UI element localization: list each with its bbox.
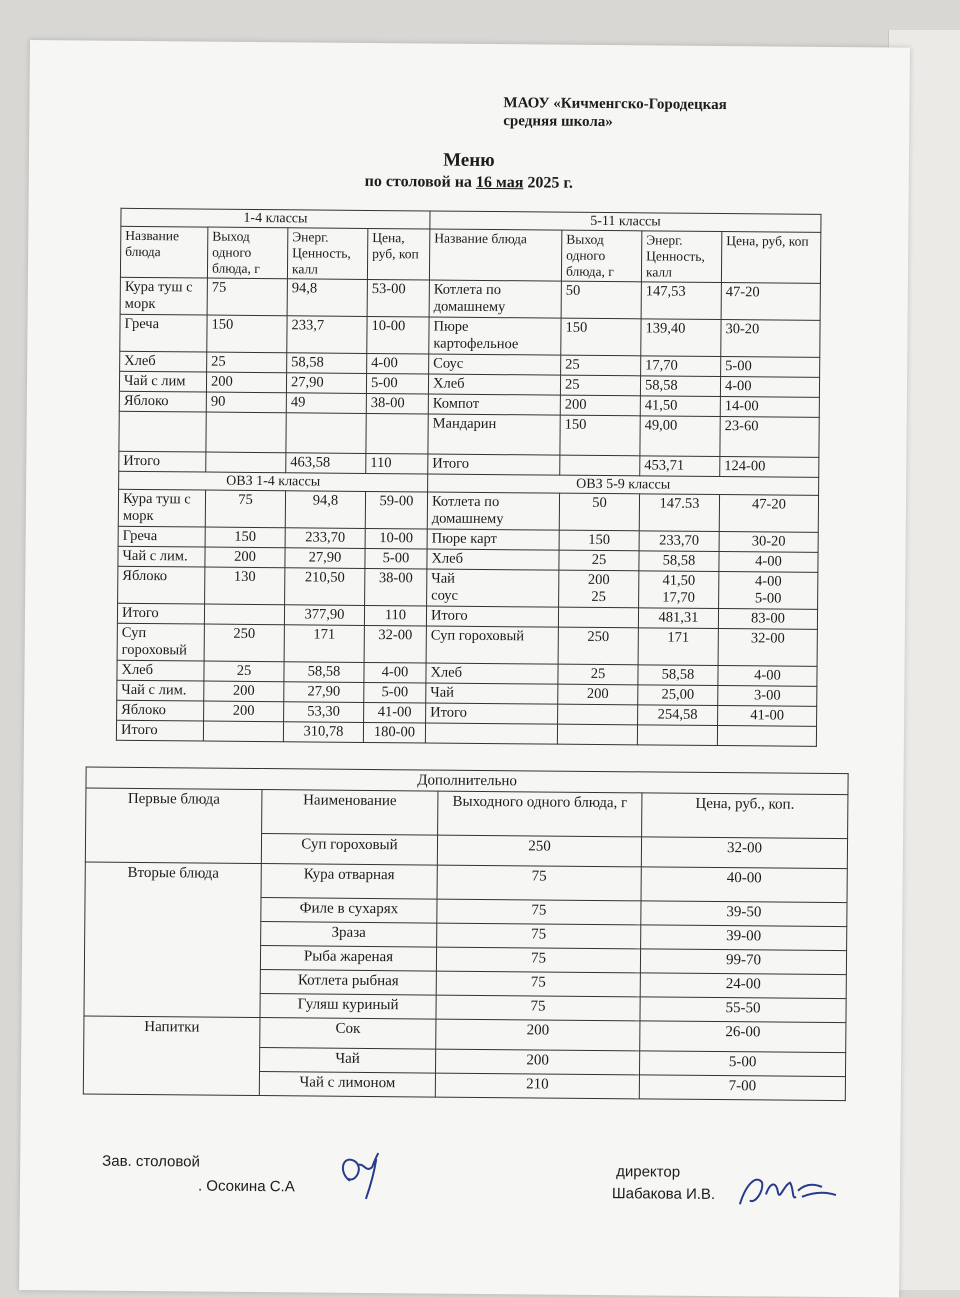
table-cell: 25 [204,661,284,682]
table-cell: 200 [204,681,284,702]
table-cell: 4-00 [718,666,817,687]
column-header: Наименование [262,790,438,836]
table-cell [717,726,816,747]
extra-header-row [86,788,848,839]
extra-cell: 75 [437,865,641,901]
table-cell: 41,50 [640,396,720,417]
table-cell: 30-20 [721,320,820,358]
table-cell: Итого [117,603,204,624]
table-cell: 49 [286,393,366,414]
table-cell: 10-00 [367,316,429,354]
table-cell: 27,90 [285,548,365,569]
section-ovz-5-9-header: ОВЗ 5-9 классы [428,474,819,495]
table-row [120,314,820,357]
table-cell: Хлеб [426,663,558,684]
table-cell: 25 [558,664,638,685]
column-header: Цена, руб, коп [721,232,820,284]
table-cell: Итого [116,720,203,741]
category-cell: Вторые блюда [84,862,261,1018]
table-row [119,411,819,457]
table-cell: Суп гороховый [426,626,558,664]
menu-subtitle: по столовой на 16 мая 2025 г. [364,172,573,192]
table-cell: 32-00 [718,629,817,667]
table-cell: 47-20 [721,283,820,321]
table-cell [203,721,283,742]
table-cell: 147.53 [639,494,719,532]
table-cell: 150 [559,530,639,551]
table-cell: Хлеб [427,549,559,570]
table-cell: 150 [561,318,641,356]
table-cell: 17,70 [641,356,721,377]
table-cell: 30-20 [719,532,818,553]
table-cell: 139,40 [641,319,721,357]
table-cell: Яблоко [118,566,205,604]
section-ovz-1-4-header: ОВЗ 1-4 классы [119,471,428,492]
table-cell: 75 [205,490,285,528]
menu-title: Меню [443,149,495,172]
extra-cell: Гуляш куриный [260,994,436,1020]
total-cell: 453,71 [640,456,720,477]
table-cell: 200 25 [559,570,639,608]
table-cell: 25,00 [638,685,718,706]
column-header: Энерг. Ценность, калл [641,231,721,283]
extra-cell: 32-00 [641,837,847,869]
table-cell: Греча [118,526,205,547]
table-cell: Суп гороховый [117,623,204,661]
table-cell: 150 [560,415,640,456]
extra-cell: 99-70 [640,949,846,975]
table-cell: 14-00 [720,397,819,418]
table-cell: Хлеб [117,660,204,681]
table-cell: Кура туш с морк [120,277,207,315]
column-header: Цена, руб, коп [367,228,429,280]
table-cell: 210,50 [285,568,365,606]
table-cell [637,725,717,746]
table-cell: Мандарин [428,414,560,455]
extra-title: Дополнительно [86,767,848,795]
table-cell: 83-00 [718,609,817,630]
table-cell: 38-00 [366,393,428,414]
table-cell: 5-00 [364,682,426,703]
table-cell: Пюре карт [427,529,559,550]
table-cell: 49,00 [640,416,720,457]
table-cell: 94,8 [285,491,365,529]
table-cell: 90 [206,392,286,413]
table-cell: 4-00 [720,377,819,398]
table-row [120,277,820,320]
table-cell: Греча [120,314,207,352]
table-cell: 200 [204,701,284,722]
table-cell: 58,58 [284,662,364,683]
table-cell: Соус [429,354,561,375]
table-cell [558,704,638,725]
section-1-4-header: 1-4 классы [121,208,430,229]
table-cell: 5-00 [365,548,427,569]
extra-cell: 200 [436,1049,640,1075]
table-cell: Хлеб [428,374,560,395]
extra-cell: 75 [436,995,640,1021]
table-cell: 27,90 [284,682,364,703]
canteen-head-title: Зав. столовой [102,1152,201,1171]
extra-cell: 75 [436,947,640,973]
table-cell: 200 [558,684,638,705]
extra-cell: Суп гороховый [261,834,437,866]
table-cell: 5-00 [721,357,820,378]
table-cell: 200 [206,372,286,393]
table-cell [286,413,366,454]
table-cell: 59-00 [365,491,427,529]
table-cell: 200 [560,395,640,416]
table-cell: Котлета по домашнему [427,492,559,530]
total-cell [206,452,286,473]
table-cell: 3-00 [718,686,817,707]
table-cell: 171 [638,628,718,666]
extra-cell: 7-00 [639,1075,845,1101]
table-cell: 53-00 [367,279,429,317]
table-cell: 233,7 [287,316,367,354]
director-signature [732,1164,842,1215]
table-cell: 53,30 [284,702,364,723]
table-cell: 23-60 [720,417,819,458]
table-cell: 250 [204,624,284,662]
extra-row [85,862,847,903]
table-cell [557,724,637,745]
table-cell: Итого [426,703,558,724]
extra-cell: 55-50 [640,997,846,1023]
extra-cell: Зраза [261,922,437,948]
table-cell: Яблоко [117,700,204,721]
table-cell: 50 [559,493,639,531]
table-row [118,489,818,532]
table-cell: 130 [205,567,285,605]
extra-cell: 200 [436,1019,640,1051]
table-cell [119,411,206,452]
table-cell: Чай соус [427,569,559,607]
table-cell: 25 [207,352,287,373]
table-cell: 58,58 [287,353,367,374]
table-cell: 41-00 [718,706,817,727]
column-header: Название блюда [120,226,207,278]
canteen-head-name: . Осокина С.А [197,1177,295,1196]
extra-row [84,1016,846,1053]
table-cell: 147,53 [641,282,721,320]
category-cell: Первые блюда [85,788,262,864]
table-cell: Хлеб [120,351,207,372]
table-cell: 4-00 [367,353,429,374]
category-cell: Напитки [83,1016,260,1096]
table-cell: 4-00 [719,552,818,573]
table-cell: 171 [284,625,364,663]
table-cell [206,412,286,453]
extra-cell: 250 [437,835,641,867]
table-cell: Чай с лим. [118,546,205,567]
column-header: Название блюда [429,229,561,281]
extra-cell: Сок [260,1018,436,1050]
table-cell: 110 [364,605,426,626]
extra-cell: 39-00 [641,925,847,951]
table-cell: 10-00 [365,528,427,549]
director-name: Шабакова И.В. [611,1185,716,1204]
table-cell: 150 [205,527,285,548]
table-cell: Кура туш с морк [118,489,205,527]
table-cell [558,607,638,628]
extra-cell: 75 [437,923,641,949]
extra-cell: 75 [437,899,641,925]
total-cell: Итого [428,454,560,475]
table-cell: 150 [207,315,287,353]
extra-cell: Рыба жареная [260,946,436,972]
table-cell: 233,70 [285,528,365,549]
table-cell: 25 [559,550,639,571]
table-cell: 41-00 [364,702,426,723]
table-cell: 5-00 [366,373,428,394]
column-header: Энерг. Ценность, калл [287,228,367,280]
extra-cell: 5-00 [639,1051,845,1077]
table-cell [366,413,428,454]
section-5-11-header: 5-11 классы [430,211,821,232]
column-header: Выход одного блюда, г [207,227,287,279]
table-cell: 32-00 [364,625,426,663]
table-cell: 41,50 17,70 [639,571,719,609]
extra-cell: 210 [435,1073,639,1099]
table-cell: 233,70 [639,531,719,552]
table-cell: 27,90 [286,373,366,394]
extra-cell: 75 [436,971,640,997]
table-cell [204,604,284,625]
table-cell: Итого [426,606,558,627]
table-cell: 25 [561,355,641,376]
extra-cell: Чай с лимоном [259,1072,435,1098]
extra-cell: 26-00 [640,1021,846,1053]
total-cell [560,455,640,476]
table-cell: Котлета по домашнему [429,280,561,318]
extra-cell: Филе в сухарях [261,898,437,924]
table-cell: 377,90 [284,605,364,626]
table-cell: 4-00 5-00 [719,572,818,610]
canteen-head-signature [330,1143,401,1204]
table-row [117,623,817,666]
table-cell: 481,31 [638,608,718,629]
table-cell: 94,8 [287,279,367,317]
table-cell: Компот [428,394,560,415]
table-cell: 58,58 [638,665,718,686]
table-cell: Яблоко [119,391,206,412]
table-cell: 47-20 [719,495,818,533]
table-cell: 25 [560,375,640,396]
school-name: МАОУ «Кичменгско-Городецкая средняя школа» [503,95,727,131]
menu-document [19,40,910,1298]
total-cell: 124-00 [720,457,819,478]
table-cell: 38-00 [365,568,427,606]
table-cell: Чай с лим [119,371,206,392]
extra-cell: Кура отварная [261,864,437,900]
total-cell: 463,58 [286,453,366,474]
column-header: Цена, руб., коп. [642,793,848,839]
table-cell: 58,58 [640,376,720,397]
table-cell: 200 [205,547,285,568]
table-cell: 254,58 [638,705,718,726]
table-cell: 4-00 [364,662,426,683]
extra-cell: Чай [260,1048,436,1074]
total-cell: Итого [119,451,206,472]
director-title: директор [616,1163,681,1181]
table-cell: 58,58 [639,551,719,572]
extra-cell: 40-00 [641,867,847,903]
total-cell: 110 [366,453,428,474]
table-cell: Чай [426,683,558,704]
table-cell: 310,78 [283,722,363,743]
table-cell: 180-00 [363,722,425,743]
column-header-row [120,226,820,283]
additional-menu-table [83,767,849,1102]
table-cell: Чай с лим. [117,680,204,701]
extra-cell: 24-00 [640,973,846,999]
extra-cell: Котлета рыбная [260,970,436,996]
table-cell: Пюре картофельное [429,317,561,355]
table-cell: 50 [561,281,641,319]
table-cell: 250 [558,627,638,665]
main-menu-table [116,208,822,747]
table-row [118,566,818,609]
column-header: Выход одного блюда, г [561,230,641,282]
extra-cell: 39-50 [641,901,847,927]
table-cell [425,723,557,744]
table-cell: 75 [207,278,287,316]
column-header: Выходного одного блюда, г [438,791,642,837]
